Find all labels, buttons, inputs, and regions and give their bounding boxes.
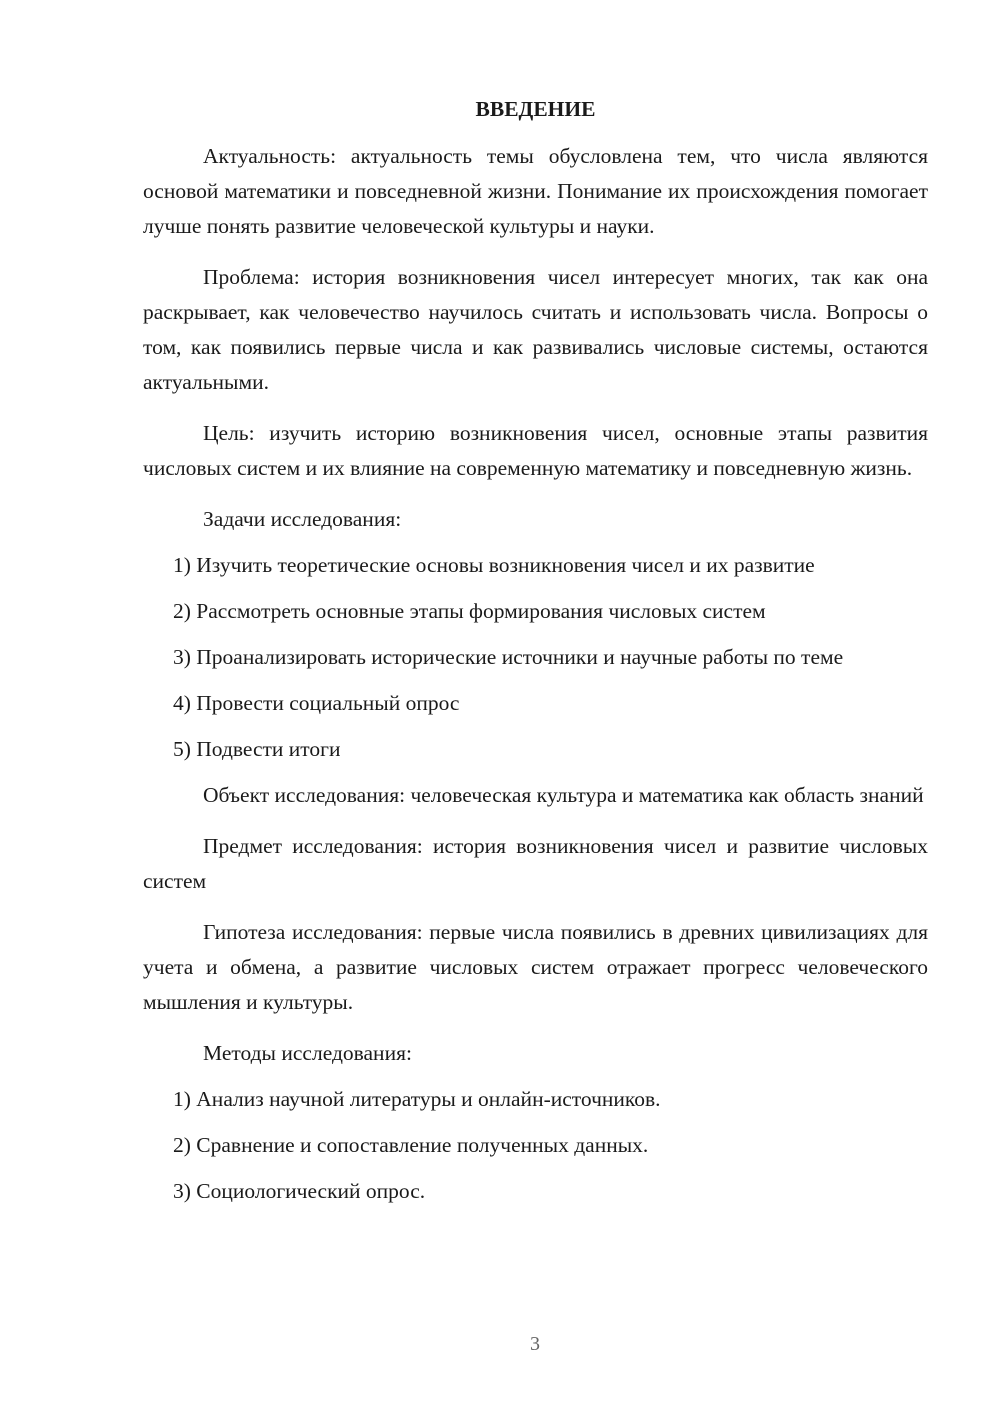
task-item: 2) Рассмотреть основные этапы формирования числовых систем (173, 599, 766, 623)
object-paragraph: Объект исследования: человеческая культура и математика как область знаний (203, 783, 924, 807)
task-item: 3) Проанализировать исторические источники и научные работы по теме (173, 645, 844, 669)
task-item: 1) Изучить теоретические основы возникновения чисел и их развитие (173, 553, 815, 577)
page-number: 3 (530, 1333, 540, 1355)
task-item: 4) Провести социальный опрос (173, 691, 460, 715)
method-item: 3) Социологический опрос. (173, 1179, 426, 1203)
problem-paragraph: Проблема: история возникновения чисел интересует многих, так как она раскрывает, как человечество научилось считать и использовать числа. Вопросы о том, как появились первые числа и как развивались числовые системы, остаются актуальными. (143, 265, 928, 394)
subject-paragraph: Предмет исследования: история возникновения чисел и развитие числовых систем (143, 834, 928, 893)
section-heading: ВВЕДЕНИЕ (475, 97, 596, 121)
methods-label: Методы исследования: (203, 1041, 412, 1065)
tasks-label: Задачи исследования: (203, 507, 402, 531)
relevance-paragraph: Актуальность: актуальность темы обусловлена тем, что числа являются основой математики и повседневной жизни. Понимание их происхождения помогает лучше понять развитие человеческой культуры и науки. (143, 144, 928, 238)
document-page (143, 94, 928, 1220)
goal-paragraph: Цель: изучить историю возникновения чисел, основные этапы развития числовых систем и их влияние на современную математику и повседневную жизнь. (143, 421, 928, 480)
task-item: 5) Подвести итоги (173, 737, 341, 761)
hypothesis-paragraph: Гипотеза исследования: первые числа появились в древних цивилизациях для учета и обмена, а развитие числовых систем отражает прогресс человеческого мышления и культуры. (143, 920, 928, 1014)
method-item: 1) Анализ научной литературы и онлайн-источников. (173, 1087, 661, 1111)
method-item: 2) Сравнение и сопоставление полученных данных. (173, 1133, 649, 1157)
